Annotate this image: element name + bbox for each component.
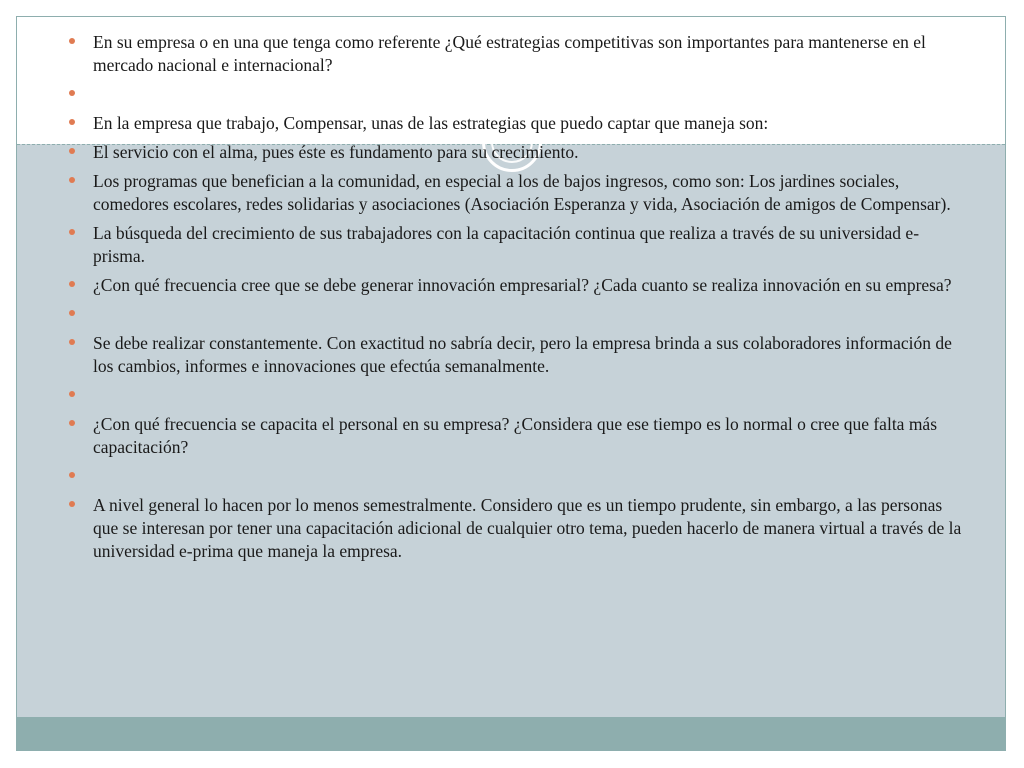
bullet-list (69, 31, 969, 563)
bullet-item (69, 413, 969, 459)
slide-content (69, 31, 969, 569)
bullet-dot-icon (69, 391, 75, 397)
bullet-text: A nivel general lo hacen por lo menos semestralmente. Considero que es un tiempo prudente, sin embargo, a las personas que se interesan por tener una capacitación adicional de cualquier otro tema, pueden hacerlo de manera virtual a través de la universidad e-prima que maneja la empresa. (93, 495, 962, 561)
bullet-dot-icon (69, 501, 75, 507)
bullet-item (69, 222, 969, 268)
bullet-text: ¿Con qué frecuencia cree que se debe generar innovación empresarial? ¿Cada cuanto se realiza innovación en su empresa? (93, 275, 952, 295)
bullet-dot-icon (69, 420, 75, 426)
bullet-dot-icon (69, 177, 75, 183)
bullet-text: La búsqueda del crecimiento de sus trabajadores con la capacitación continua que realiza a través de su universidad e-prisma. (93, 223, 920, 266)
bullet-text: ¿Con qué frecuencia se capacita el personal en su empresa? ¿Considera que ese tiempo es lo normal o cree que falta más capacitación? (93, 414, 938, 457)
bullet-item (69, 274, 969, 297)
bullet-dot-icon (69, 90, 75, 96)
bullet-dot-icon (69, 148, 75, 154)
bullet-item (69, 303, 969, 326)
bullet-item (69, 332, 969, 378)
bullet-item (69, 465, 969, 488)
bullet-text: El servicio con el alma, pues éste es fundamento para su crecimiento. (93, 142, 579, 162)
bullet-item (69, 112, 969, 135)
bullet-dot-icon (69, 229, 75, 235)
bullet-text: Se debe realizar constantemente. Con exactitud no sabría decir, pero la empresa brinda a sus colaboradores información de los cambios, informes e innovaciones que efectúa semanalmente. (93, 333, 952, 376)
bullet-text: Los programas que benefician a la comunidad, en especial a los de bajos ingresos, como son: Los jardines sociales, comedores escolares, redes solidarias y asociaciones (Asociación Esperanza y vida, Asociación de amigos de Compensar). (93, 171, 951, 214)
bullet-dot-icon (69, 472, 75, 478)
bullet-item (69, 170, 969, 216)
bullet-text: En la empresa que trabajo, Compensar, unas de las estrategias que puedo captar que maneja son: (93, 113, 769, 133)
bullet-item (69, 83, 969, 106)
bullet-item (69, 31, 969, 77)
bullet-dot-icon (69, 119, 75, 125)
footer-band (17, 717, 1005, 750)
bullet-item (69, 494, 969, 563)
bullet-dot-icon (69, 281, 75, 287)
bullet-dot-icon (69, 38, 75, 44)
bullet-dot-icon (69, 339, 75, 345)
bullet-dot-icon (69, 310, 75, 316)
bullet-item (69, 141, 969, 164)
bullet-text: En su empresa o en una que tenga como referente ¿Qué estrategias competitivas son importantes para mantenerse en el mercado nacional e internacional? (93, 32, 926, 75)
slide (16, 16, 1006, 751)
bullet-item (69, 384, 969, 407)
